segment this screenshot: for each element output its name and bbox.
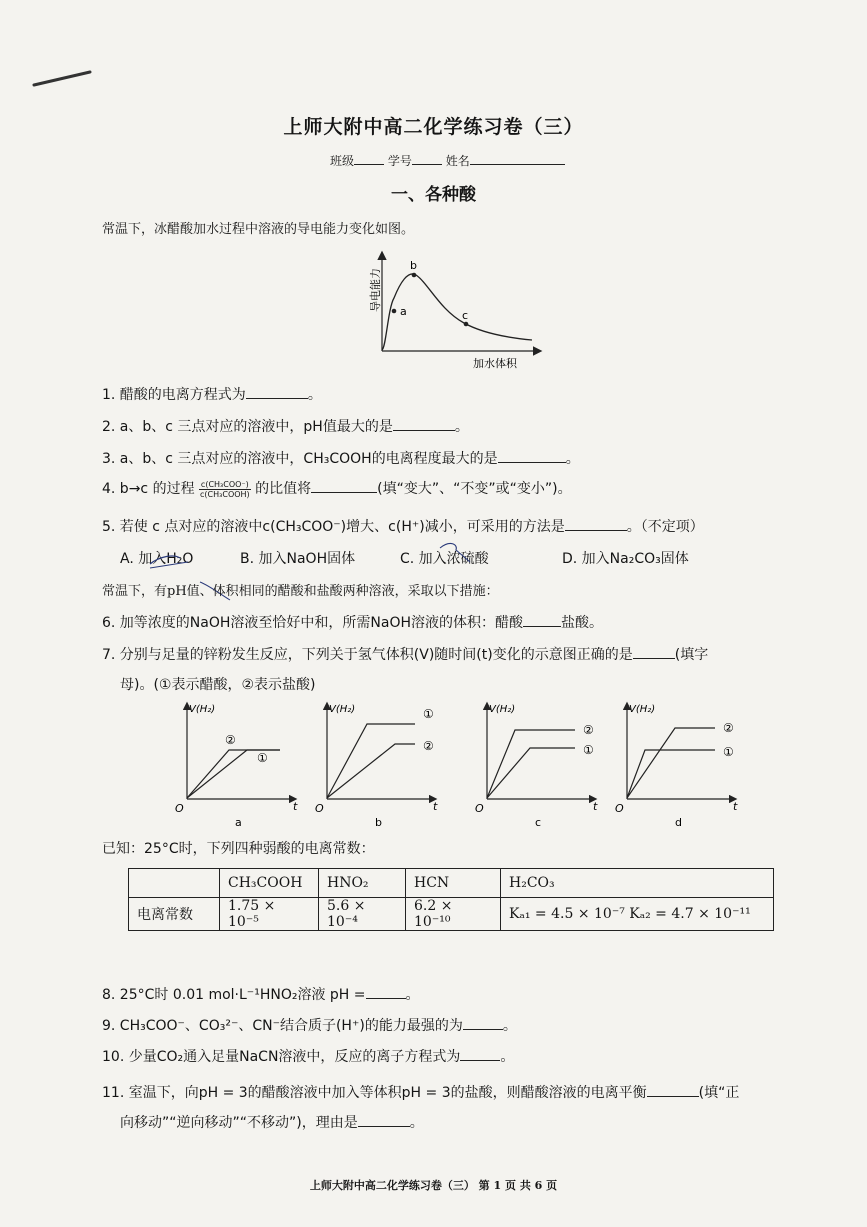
number-blank[interactable] — [412, 152, 442, 165]
point-a — [392, 309, 397, 314]
question-6: 6. 加等浓度的NaOH溶液至恰好中和，所需NaOH溶液的体积：醋酸 盐酸。 — [102, 612, 603, 632]
question-3: 3. a、b、c 三点对应的溶液中，CH₃COOH的电离程度最大的是 。 — [102, 448, 580, 468]
x-axis-label: t — [733, 800, 738, 813]
question-7-line-2: 母)。(①表示醋酸，②表示盐酸) — [120, 677, 316, 693]
curve-label-1: ① — [583, 743, 594, 757]
origin-label: O — [475, 802, 484, 815]
curve-label-1: ① — [257, 751, 268, 765]
graph-caption: c — [535, 816, 542, 829]
q5-blank[interactable] — [565, 516, 627, 531]
name-blank[interactable] — [470, 152, 565, 165]
curve-label-2: ② — [723, 721, 734, 735]
conductivity-graph — [360, 248, 545, 373]
y-axis-label: 导电能力 — [369, 268, 382, 312]
q11-reason-blank[interactable] — [358, 1112, 410, 1127]
pencil-mark-icon — [30, 70, 100, 90]
y-axis-label: V(H₂) — [489, 704, 516, 715]
curve-label-2: ② — [423, 739, 434, 753]
table-header — [129, 869, 220, 898]
q2-blank[interactable] — [393, 416, 455, 431]
known-text: 已知：25°C时，下列四种弱酸的电离常数： — [102, 841, 375, 857]
class-blank[interactable] — [354, 152, 384, 165]
q11-blank[interactable] — [647, 1082, 699, 1097]
point-c — [464, 322, 469, 327]
question-11-line-2: 向移动”“逆向移动”“不移动”)，理由是 。 — [120, 1112, 424, 1132]
graph-caption: d — [675, 816, 682, 829]
section-heading: 一、各种酸 — [391, 185, 476, 205]
label-a: a — [400, 305, 407, 318]
question-8: 8. 25°C时 0.01 mol·L⁻¹HNO₂溶液 pH = 。 — [102, 984, 420, 1004]
q5-option-d[interactable]: D. 加入Na₂CO₃固体 — [562, 551, 689, 567]
intro-2: 常温下，有pH值、体积相同的醋酸和盐酸两种溶液，采取以下措施： — [102, 584, 499, 599]
table-header: H₂CO₃ — [501, 869, 774, 898]
question-1: 1. 醋酸的电离方程式为 。 — [102, 384, 322, 404]
table-cell: Kₐ₁ = 4.5 × 10⁻⁷ Kₐ₂ = 4.7 × 10⁻¹¹ — [501, 898, 774, 931]
curve-hydrochloric-acid — [327, 744, 415, 798]
x-axis-label: t — [293, 800, 298, 813]
q9-blank[interactable] — [463, 1015, 503, 1030]
curve-label-2: ② — [225, 733, 236, 747]
q3-blank[interactable] — [498, 448, 566, 463]
graph-c — [475, 704, 598, 829]
q1-blank[interactable] — [246, 384, 308, 399]
table-header: HCN — [406, 869, 501, 898]
q5-option-b[interactable]: B. 加入NaOH固体 — [240, 551, 356, 567]
x-axis-label: t — [593, 800, 598, 813]
origin-label: O — [615, 802, 624, 815]
graph-caption: a — [235, 816, 242, 829]
question-7: 7. 分别与足量的锌粉发生反应，下列关于氢气体积(V)随时间(t)变化的示意图正确的是 (填字 — [102, 644, 708, 664]
curve-label-1: ① — [423, 707, 434, 721]
q4-fraction: $\frac{\text{c(CH₃COO⁻)}}{\text{c(CH₃COOH)}}$ — [200, 479, 250, 499]
x-axis-label: 加水体积 — [473, 357, 517, 370]
q6-blank[interactable] — [523, 612, 561, 627]
intro-text: 常温下，冰醋酸加水过程中溶液的导电能力变化如图。 — [102, 222, 415, 237]
graph-a — [175, 704, 298, 829]
table-cell: 5.6 × 10⁻⁴ — [319, 898, 406, 931]
curve-acetic-acid — [627, 750, 715, 798]
y-axis-label: V(H₂) — [189, 704, 216, 715]
q4-blank[interactable] — [311, 478, 377, 493]
table-header: CH₃COOH — [220, 869, 319, 898]
name-label: 姓名 — [445, 154, 470, 168]
point-b — [412, 273, 417, 278]
table-row — [129, 898, 774, 931]
curve-acetic-acid — [487, 748, 575, 798]
y-axis-label: V(H₂) — [629, 704, 656, 715]
table-cell: 1.75 × 10⁻⁵ — [220, 898, 319, 931]
origin-label: O — [315, 802, 324, 815]
y-axis-label: V(H₂) — [329, 704, 356, 715]
table-header-row — [129, 869, 774, 898]
question-5: 5. 若使 c 点对应的溶液中c(CH₃COO⁻)增大、c(H⁺)减小，可采用的方法是 。（不定项） — [102, 516, 704, 536]
table-header: HNO₂ — [319, 869, 406, 898]
question-4: 4. b→c 的过程 $\frac{\text{c(CH₃COO⁻)}}{\text{c(CH₃COOH)}}$ 的比值将 (填“变大”、“不变”或“变小”)。 — [102, 479, 572, 499]
curve-hydrochloric-acid — [487, 730, 575, 798]
question-2: 2. a、b、c 三点对应的溶液中，pH值最大的是 。 — [102, 416, 469, 436]
origin-label: O — [175, 802, 184, 815]
class-label: 班级 — [330, 154, 355, 168]
curve-label-2: ② — [583, 723, 594, 737]
question-10: 10. 少量CO₂通入足量NaCN溶液中，反应的离子方程式为 。 — [102, 1046, 514, 1066]
label-b: b — [410, 259, 417, 272]
label-c: c — [462, 309, 469, 322]
curve-label-1: ① — [723, 745, 734, 759]
question-9: 9. CH₃COO⁻、CO₃²⁻、CN⁻结合质子(H⁺)的能力最强的为 。 — [102, 1015, 517, 1035]
graph-b — [315, 704, 438, 829]
q7-blank[interactable] — [633, 644, 675, 659]
q5-option-a[interactable]: A. 加入H₂O — [120, 551, 194, 567]
number-label: 学号 — [387, 154, 412, 168]
page-title: 上师大附中高二化学练习卷（三） — [283, 116, 584, 138]
page-footer: 上师大附中高二化学练习卷（三） 第 1 页 共 6 页 — [309, 1179, 558, 1192]
q10-blank[interactable] — [460, 1046, 500, 1061]
student-info — [330, 152, 565, 169]
question-11: 11. 室温下，向pH = 3的醋酸溶液中加入等体积pH = 3的盐酸，则醋酸溶液的电离平衡 (填“正 — [102, 1082, 739, 1102]
hydrogen-volume-graphs — [165, 698, 765, 833]
graph-caption: b — [375, 816, 382, 829]
ionization-constants-table — [128, 868, 774, 931]
q5-option-c[interactable]: C. 加入浓硫酸 — [400, 551, 489, 567]
table-cell: 6.2 × 10⁻¹⁰ — [406, 898, 501, 931]
q8-blank[interactable] — [366, 984, 406, 999]
x-axis-label: t — [433, 800, 438, 813]
graph-d — [615, 704, 738, 829]
table-row-label: 电离常数 — [129, 898, 220, 931]
